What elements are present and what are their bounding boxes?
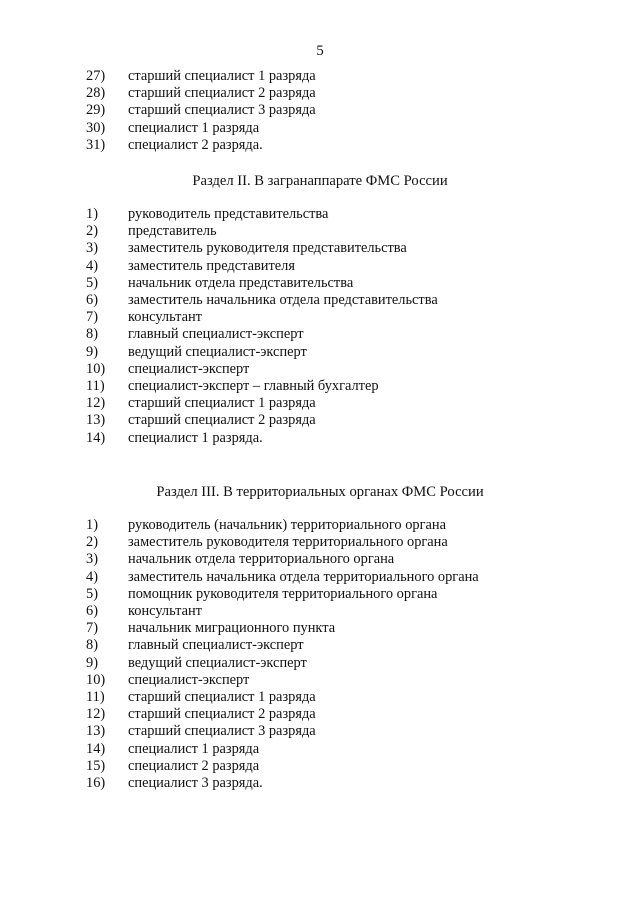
item-text: руководитель представительства [128,206,329,222]
item-text: старший специалист 2 разряда [128,706,316,723]
item-number: 9) [86,654,98,671]
item-number: 15) [86,757,106,774]
list-item [86,430,263,447]
item-text: специалист-эксперт – главный бухгалтер [128,378,379,394]
section-2-heading: Раздел II. В загранаппарате ФМС России [192,173,448,189]
list-item [86,569,479,586]
list-item [86,637,304,654]
item-number: 8) [86,637,98,654]
item-text: главный специалист-эксперт [128,637,304,654]
item-text: старший специалист 1 разряда [128,68,316,84]
list-item [86,258,295,275]
list-item [86,689,316,706]
list-item [86,534,448,551]
item-number: 16) [86,775,106,791]
item-number: 4) [86,568,98,585]
item-text: старший специалист 1 разряда [128,395,316,412]
item-text: старший специалист 3 разряда [128,723,316,740]
list-item [86,275,353,292]
item-number: 4) [86,257,98,274]
item-number: 8) [86,326,98,343]
item-number: 10) [86,671,106,688]
item-number: 5) [86,585,98,602]
item-number: 6) [86,292,98,308]
item-text: специалист-эксперт [128,671,250,688]
item-number: 11) [86,689,105,705]
list-item [86,309,202,326]
list-item [86,517,446,534]
list-item [86,723,316,740]
list-item [86,603,202,620]
item-number: 5) [86,274,98,291]
list-item [86,223,217,240]
item-text: специалист 2 разряда. [128,136,263,153]
list-item [86,655,307,672]
list-item [86,758,259,775]
item-text: помощник руководителя территориального органа [128,585,438,602]
list-item [86,85,316,102]
item-text: специалист 1 разряда [128,119,260,136]
page-number: 5 [316,43,324,59]
item-number: 7) [86,620,98,637]
list-item [86,395,316,412]
item-number: 6) [86,603,98,619]
item-number: 27) [86,68,106,84]
item-number: 13) [86,723,106,740]
item-text: начальник отдела территориального органа [128,551,395,568]
item-number: 31) [86,136,106,153]
item-number: 7) [86,309,98,326]
item-number: 2) [86,534,98,551]
item-number: 3) [86,551,98,568]
item-number: 30) [86,119,106,136]
list-item [86,741,259,758]
list-item [86,586,437,603]
item-number: 14) [86,429,106,446]
item-text: главный специалист-эксперт [128,326,304,343]
item-number: 13) [86,412,106,429]
list-item [86,206,328,223]
list-item [86,412,316,429]
item-number: 12) [86,706,106,723]
item-number: 3) [86,240,98,257]
list-item [86,620,335,637]
item-number: 2) [86,223,98,240]
item-text: заместитель руководителя представительства [128,240,407,257]
list-item [86,137,263,154]
item-text: специалист 2 разряда [128,757,260,774]
list-item [86,775,263,792]
list-item [86,102,316,119]
item-text: специалист-эксперт [128,360,250,377]
item-number: 1) [86,517,98,533]
item-text: руководитель (начальник) территориального органа [128,517,446,533]
list-item [86,378,379,395]
list-item [86,240,407,257]
item-number: 10) [86,360,106,377]
item-text: консультант [128,309,202,326]
list-item [86,551,394,568]
item-number: 9) [86,343,98,360]
list-item [86,344,307,361]
item-text: старший специалист 2 разряда [128,85,316,102]
list-item [86,68,316,85]
list-item [86,361,249,378]
item-text: начальник миграционного пункта [128,620,336,637]
item-text: старший специалист 1 разряда [128,689,316,705]
list-item [86,326,304,343]
section-3-heading: Раздел III. В территориальных органах ФМС России [156,484,484,500]
list-item [86,120,259,137]
item-text: специалист 1 разряда [128,740,260,757]
item-text: консультант [128,603,202,619]
item-text: представитель [128,223,217,240]
list-item [86,672,249,689]
item-number: 11) [86,378,105,394]
item-number: 14) [86,740,106,757]
item-text: старший специалист 3 разряда [128,102,316,119]
item-text: заместитель руководителя территориального органа [128,534,448,551]
item-text: начальник отдела представительства [128,274,354,291]
item-number: 29) [86,102,106,119]
list-item [86,706,316,723]
item-text: заместитель начальника отдела представительства [128,292,438,308]
item-number: 28) [86,85,106,102]
item-text: старший специалист 2 разряда [128,412,316,429]
list-item [86,292,438,309]
item-text: ведущий специалист-эксперт [128,654,307,671]
item-number: 12) [86,395,106,412]
item-text: заместитель представителя [128,257,295,274]
item-number: 1) [86,206,98,222]
item-text: специалист 1 разряда. [128,429,263,446]
item-text: ведущий специалист-эксперт [128,343,307,360]
item-text: специалист 3 разряда. [128,775,263,791]
item-text: заместитель начальника отдела территориального органа [128,568,479,585]
